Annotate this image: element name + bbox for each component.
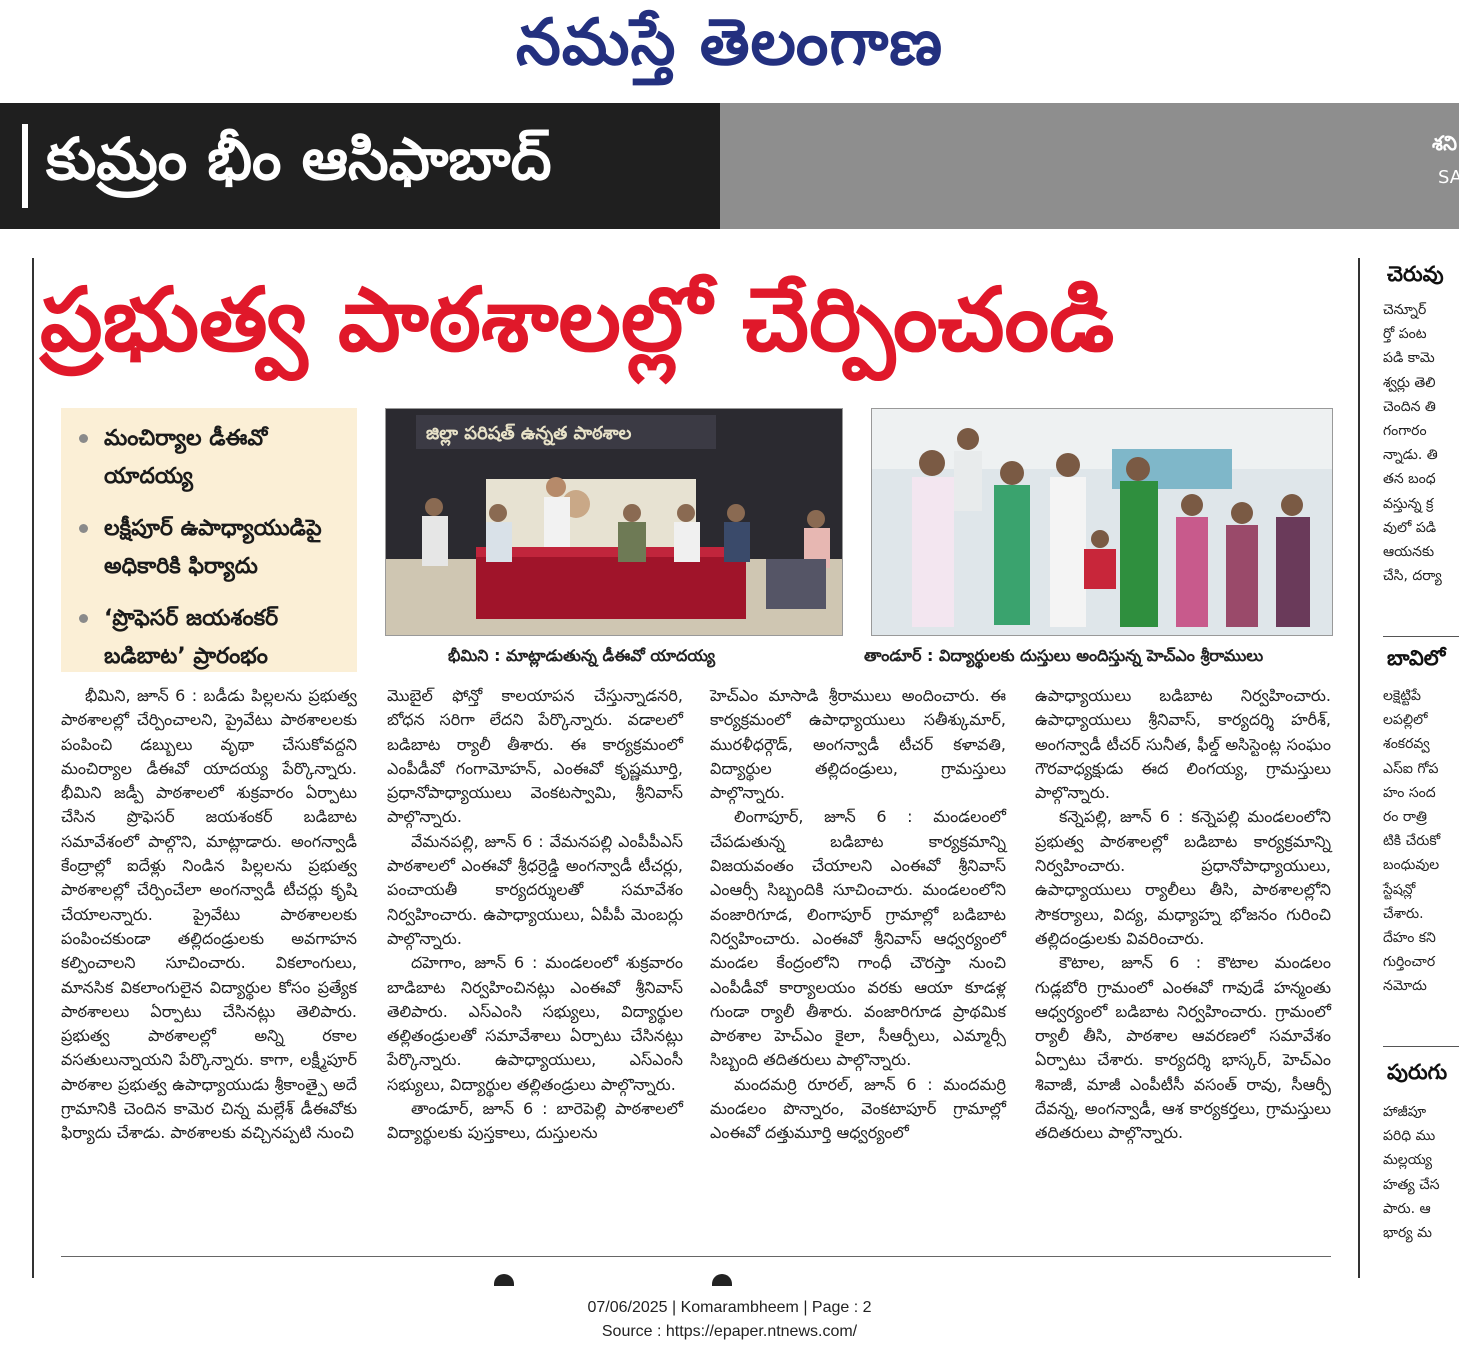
sidebar-story-1-text xyxy=(1383,298,1459,588)
newspaper-logo: నమస్తే తెలంగాణ xyxy=(515,5,944,80)
page-fold-mark xyxy=(712,1274,732,1286)
sidebar-line: ఎస్ఐ గోప xyxy=(1383,760,1439,777)
page-fold-mark xyxy=(494,1274,514,1286)
photo-meeting xyxy=(385,408,843,636)
main-headline: ప్రభుత్వ పాఠశాలల్లో చేర్పించండి xyxy=(40,268,1115,371)
sidebar-line: శ్వర్లు తెలి xyxy=(1383,374,1436,391)
article-paragraph: కన్నెపల్లి, జూన్ 6 : కన్నెపల్లి మండలంలోని ప్రభుత్వ పాఠశాలల్లో బడిబాట కార్యక్రమాన్ని నిర్వహించారు. ప్రధానోపాధ్యాయులు, ఉపాధ్యాయులు ర్యాలీలు తీసి, పాఠశాలల్లోని సౌకర్యాలు, విద్య, మధ్యాహ్న భోజనం గురించి తల్లిదండ్రులకు వివరించారు. xyxy=(1035,807,1331,948)
sidebar-divider xyxy=(1383,636,1459,637)
highlight-item xyxy=(79,600,343,676)
bullet-icon xyxy=(79,434,88,443)
sidebar-line: దేహం కని xyxy=(1383,930,1436,947)
sidebar-story-1-headline: చెరువు xyxy=(1387,262,1444,286)
bottom-rule xyxy=(61,1256,1331,1257)
sidebar-story-3-headline: పురుగు xyxy=(1387,1060,1448,1084)
sidebar-line: హాజీపూ xyxy=(1383,1104,1427,1120)
sidebar-line: హత్య చేస xyxy=(1383,1176,1440,1193)
highlight-item xyxy=(79,420,343,496)
sidebar-line: తన బంధ xyxy=(1383,471,1436,488)
article-paragraph: భీమిని, జూన్ 6 : బడీడు పిల్లలను ప్రభుత్వ పాఠశాలల్లో చేర్పించాలని, ప్రైవేటు పాఠశాలలకు పంపించి డబ్బులు వృథా చేసుకోవద్దని మంచిర్యాల డీఈవో యాదయ్య పేర్కొన్నారు. భీమిని జడ్పీ పాఠశాలలో శుక్రవారం ఏర్పాటు చేసిన ప్రొఫెసర్ జయశంకర్ బడిబాట సమావేశంలో పాల్గొని, మాట్లాడారు. అంగన్వాడీ కేంద్రాల్లో ఐదేళ్లు నిండిన పిల్లలను ప్రభుత్వ పాఠశాలల్లో చేర్పించేలా అంగన్వాడీ టీచర్లు కృషి చేయాలన్నారు. ప్రైవేటు పాఠశాలలకు పంపించకుండా తల్లిదండ్రులకు అవగాహన కల్పించాలని సూచించారు. వికలాంగులు, మానసిక వికలాంగులైన విద్యార్థుల కోసం ప్రత్యేక పాఠశాలలు ఏర్పాటు చేసినట్లు తెలిపారు. ప్రభుత్వ పాఠశాలల్లో అన్ని రకాల వసతులున్నాయని పేర్కొన్నారు. కాగా, లక్ష్మీపూర్ పాఠశాల ప్రభుత్వ ఉపాధ్యాయుడు శ్రీకాంత్పై అదే గ్రామానికి చెందిన కామెర చిన్న మల్లేశ్ డీఈవోకు ఫిర్యాదు చేశాడు. పాఠశాలకు వచ్చినప్పటి నుంచి xyxy=(61,686,357,1143)
footer-source: Source : https://epaper.ntnews.com/ xyxy=(601,1323,858,1340)
right-column-rule xyxy=(1358,258,1360,1278)
sidebar-line: ఆయనకు xyxy=(1383,544,1435,561)
sidebar-line: వులో పడి xyxy=(1383,519,1437,536)
sidebar-line: పరిధి ము xyxy=(1383,1128,1436,1145)
sidebar-line: లపల్లిలో xyxy=(1383,712,1428,729)
sidebar-story-2-text xyxy=(1383,684,1459,999)
photo-meeting-illustration xyxy=(386,409,842,635)
photo-banner-text: జిల్లా పరిషత్ ఉన్నత పాఠశాల xyxy=(426,423,632,444)
photo-meeting-caption: భీమిని : మాట్లాడుతున్న డీఈవో యాదయ్య xyxy=(448,646,716,665)
date-band xyxy=(720,103,1462,229)
photo-uniforms-illustration xyxy=(872,409,1332,635)
masthead xyxy=(0,0,1459,100)
sidebar-line: చేసి, దర్యా xyxy=(1383,568,1442,585)
sidebar-line: చెన్నూర్ xyxy=(1383,302,1427,318)
highlights-box xyxy=(61,408,357,672)
section-divider xyxy=(22,124,28,208)
article-paragraph: వేమనపల్లి, జూన్ 6 : వేమనపల్లి ఎంపీపీఎస్ పాఠశాలలో ఎంఈవో శ్రీధర్రెడ్డి అంగన్వాడీ టీచర్లు, పంచాయతీ కార్యదర్శులతో సమావేశం నిర్వహించారు. ఉపాధ్యాయులు, ఏపీపీ మెంబర్లు పాల్గొన్నారు. xyxy=(387,831,683,948)
sidebar-line: వస్తున్న క్ర xyxy=(1383,495,1434,512)
highlight-text: లక్షీపూర్ ఉపాధ్యాయుడిపై అధికారికి ఫిర్యాదు xyxy=(104,516,322,579)
article-paragraph: తాండూర్, జూన్ 6 : బారెపెల్లి పాఠశాలలో విద్యార్థులకు పుస్తకాలు, దుస్తులను xyxy=(387,1099,683,1143)
sidebar-line: మల్లయ్య xyxy=(1383,1152,1432,1169)
sidebar-line: గుర్తించార xyxy=(1383,954,1436,971)
sidebar-line: న్నాడు. తి xyxy=(1383,447,1438,464)
footer-edition-info: 07/06/2025 | Komarambheem | Page : 2 xyxy=(587,1299,872,1316)
district-title: కుమ్రం భీం ఆసిఫాబాద్ xyxy=(46,124,552,193)
article-paragraph: మొబైల్ ఫోన్తో కాలయాపన చేస్తున్నాడనరి, బోధన సరిగా లేదని పేర్కొన్నారు. వడాలలో బడిబాట ర్యాలీ తీశారు. ఈ కార్యక్రమంలో ఎంపీడీవో గంగామోహన్, ఎంఈవో కృష్ణమూర్తి, ప్రధానోపాధ్యాయులు వెంకటస్వామి, శ్రీనివాస్ పాల్గొన్నారు. xyxy=(387,686,683,827)
sidebar-line: శంకరవ్వ xyxy=(1383,736,1430,753)
sidebar-line: నమోదు xyxy=(1383,978,1427,995)
bullet-icon xyxy=(79,614,88,623)
article-column-4 xyxy=(1035,684,1331,1146)
article-column-2 xyxy=(387,684,683,1146)
article-paragraph: మందమర్రి రూరల్, జూన్ 6 : మందమర్రి మండలం పొన్నారం, వెంకటాపూర్ గ్రామాల్లో ఎంఈవో దత్తుమూర్తి ఆధ్వర్యంలో xyxy=(710,1074,1006,1143)
article-paragraph: దహెగాం, జూన్ 6 : మండలంలో శుక్రవారం బాడిబాట నిర్వహించినట్లు ఎంఈవో శ్రీనివాస్ తెలిపారు. ఎస్ఎంసి సభ్యులు, విద్యార్థుల తల్లితండ్రులతో సమావేశాలు ఏర్పాటు చేసినట్లు పేర్కొన్నారు. ఉపాధ్యాయులు, ఎస్ఎంసీ సభ్యులు, విద్యార్థుల తల్లితండ్రులు పాల్గొన్నారు. xyxy=(387,953,683,1094)
sidebar-line: హం సంద xyxy=(1383,784,1436,801)
highlight-text: ‘ప్రొఫెసర్ జయశంకర్ బడిబాట’ ప్రారంభం xyxy=(104,606,279,669)
article-paragraph: హెచ్ఎం మాసాడి శ్రీరాములు అందించారు. ఈ కార్యక్రమంలో ఉపాధ్యాయులు సతీశ్కుమార్, మురళీధర్గౌడ్, అంగన్వాడీ టీచర్ కళావతి, విద్యార్థుల తల్లిదండ్రులు, గ్రామస్తులు పాల్గొన్నారు. xyxy=(710,686,1006,803)
date-telugu: శని xyxy=(1432,131,1458,155)
article-paragraph: ఉపాధ్యాయులు బడిబాట నిర్వహించారు. ఉపాధ్యాయులు శ్రీనివాస్, కార్యదర్శి హరీశ్, అంగన్వాడీ టీచర్ సునీత, ఫీల్డ్ అసిస్టెంట్ల సంఘం గౌరవాధ్యక్షుడు ఈద లింగయ్య, గ్రామస్తులు పాల్గొన్నారు. xyxy=(1035,686,1331,803)
highlight-text: మంచిర్యాల డీఈవో యాదయ్య xyxy=(104,426,268,489)
article-column-1 xyxy=(61,684,357,1146)
sidebar-story-2-headline: బావిలో xyxy=(1387,646,1446,670)
highlight-item xyxy=(79,510,343,586)
sidebar-line: పారు. ఆ xyxy=(1383,1200,1431,1217)
article-paragraph: కౌటాల, జూన్ 6 : కౌటాల మండలం గుడ్లబోరి గ్రామంలో ఎంఈవో గావుడే హన్మంతు ఆధ్వర్యంలో బడిబాట నిర్వహించారు. గ్రామంలో ర్యాలీ తీసి, పాఠశాల ఆవరణలో సమావేశం ఏర్పాటు చేశారు. కార్యదర్శి భాస్కర్, హెచ్ఎం శివాజీ, మాజీ ఎంపీటీసీ వసంత్ రావు, సీఆర్పీ దేవన్న, అంగన్వాడీ, ఆశ కార్యకర్తలు, గ్రామస్తులు తదితరులు పాల్గొన్నారు. xyxy=(1035,953,1331,1143)
left-column-rule xyxy=(32,258,34,1278)
article-paragraph: లింగాపూర్, జూన్ 6 : మండలంలో చేపడుతున్న బడిబాట కార్యక్రమాన్ని విజయవంతం చేయాలని ఎంఈవో శ్రీనివాస్ ఎంఆర్సీ సిబ్బందికి సూచించారు. మండలంలోని వంజారిగూడ, లింగాపూర్ గ్రామాల్లో బడిబాట నిర్వహించారు. ఎంఈవో శ్రీనివాస్ ఆధ్వర్యంలో మండల కేంద్రంలోని గాంధీ చౌరస్తా నుంచి ఎంపీడీవో కార్యాలయం వరకు ఆయా కూడళ్ల గుండా ర్యాలీ తీశారు. వంజారిగూడ ప్రాథమిక పాఠశాల హెచ్ఎం కైలా, సీఆర్పీలు, ఎమ్మార్సీ సిబ్బంది తదితరులు పాల్గొన్నారు. xyxy=(710,807,1006,1070)
bullet-icon xyxy=(79,524,88,533)
photo-uniforms-caption: తాండూర్ : విద్యార్థులకు దుస్తులు అందిస్తున్న హెచ్ఎం శ్రీరాములు xyxy=(864,646,1264,665)
sidebar-line: చెందిన తి xyxy=(1383,398,1436,415)
sidebar-story-3-text xyxy=(1383,1100,1459,1245)
sidebar-divider xyxy=(1383,1046,1459,1047)
sidebar-line: భార్య మ xyxy=(1383,1225,1432,1242)
section-band xyxy=(0,103,720,229)
sidebar-line: గంగారం xyxy=(1383,423,1427,440)
sidebar-line: చేశారు. xyxy=(1383,905,1424,922)
sidebar-line: పడి కామె xyxy=(1383,350,1435,367)
photo-uniforms xyxy=(871,408,1333,636)
sidebar-line: బంధువుల xyxy=(1383,857,1440,874)
article-column-3 xyxy=(710,684,1006,1146)
page-footer xyxy=(0,1296,1459,1344)
sidebar-line: స్టేషన్లో xyxy=(1383,881,1416,898)
sidebar-line: లక్షెట్టిపే xyxy=(1383,688,1421,704)
sidebar-line: ర్తో పంట xyxy=(1383,326,1427,343)
date-english: SA xyxy=(1438,167,1462,188)
sidebar-line: రం రాత్రి xyxy=(1383,809,1427,826)
sidebar-line: టికి చేరుకో xyxy=(1383,833,1441,850)
